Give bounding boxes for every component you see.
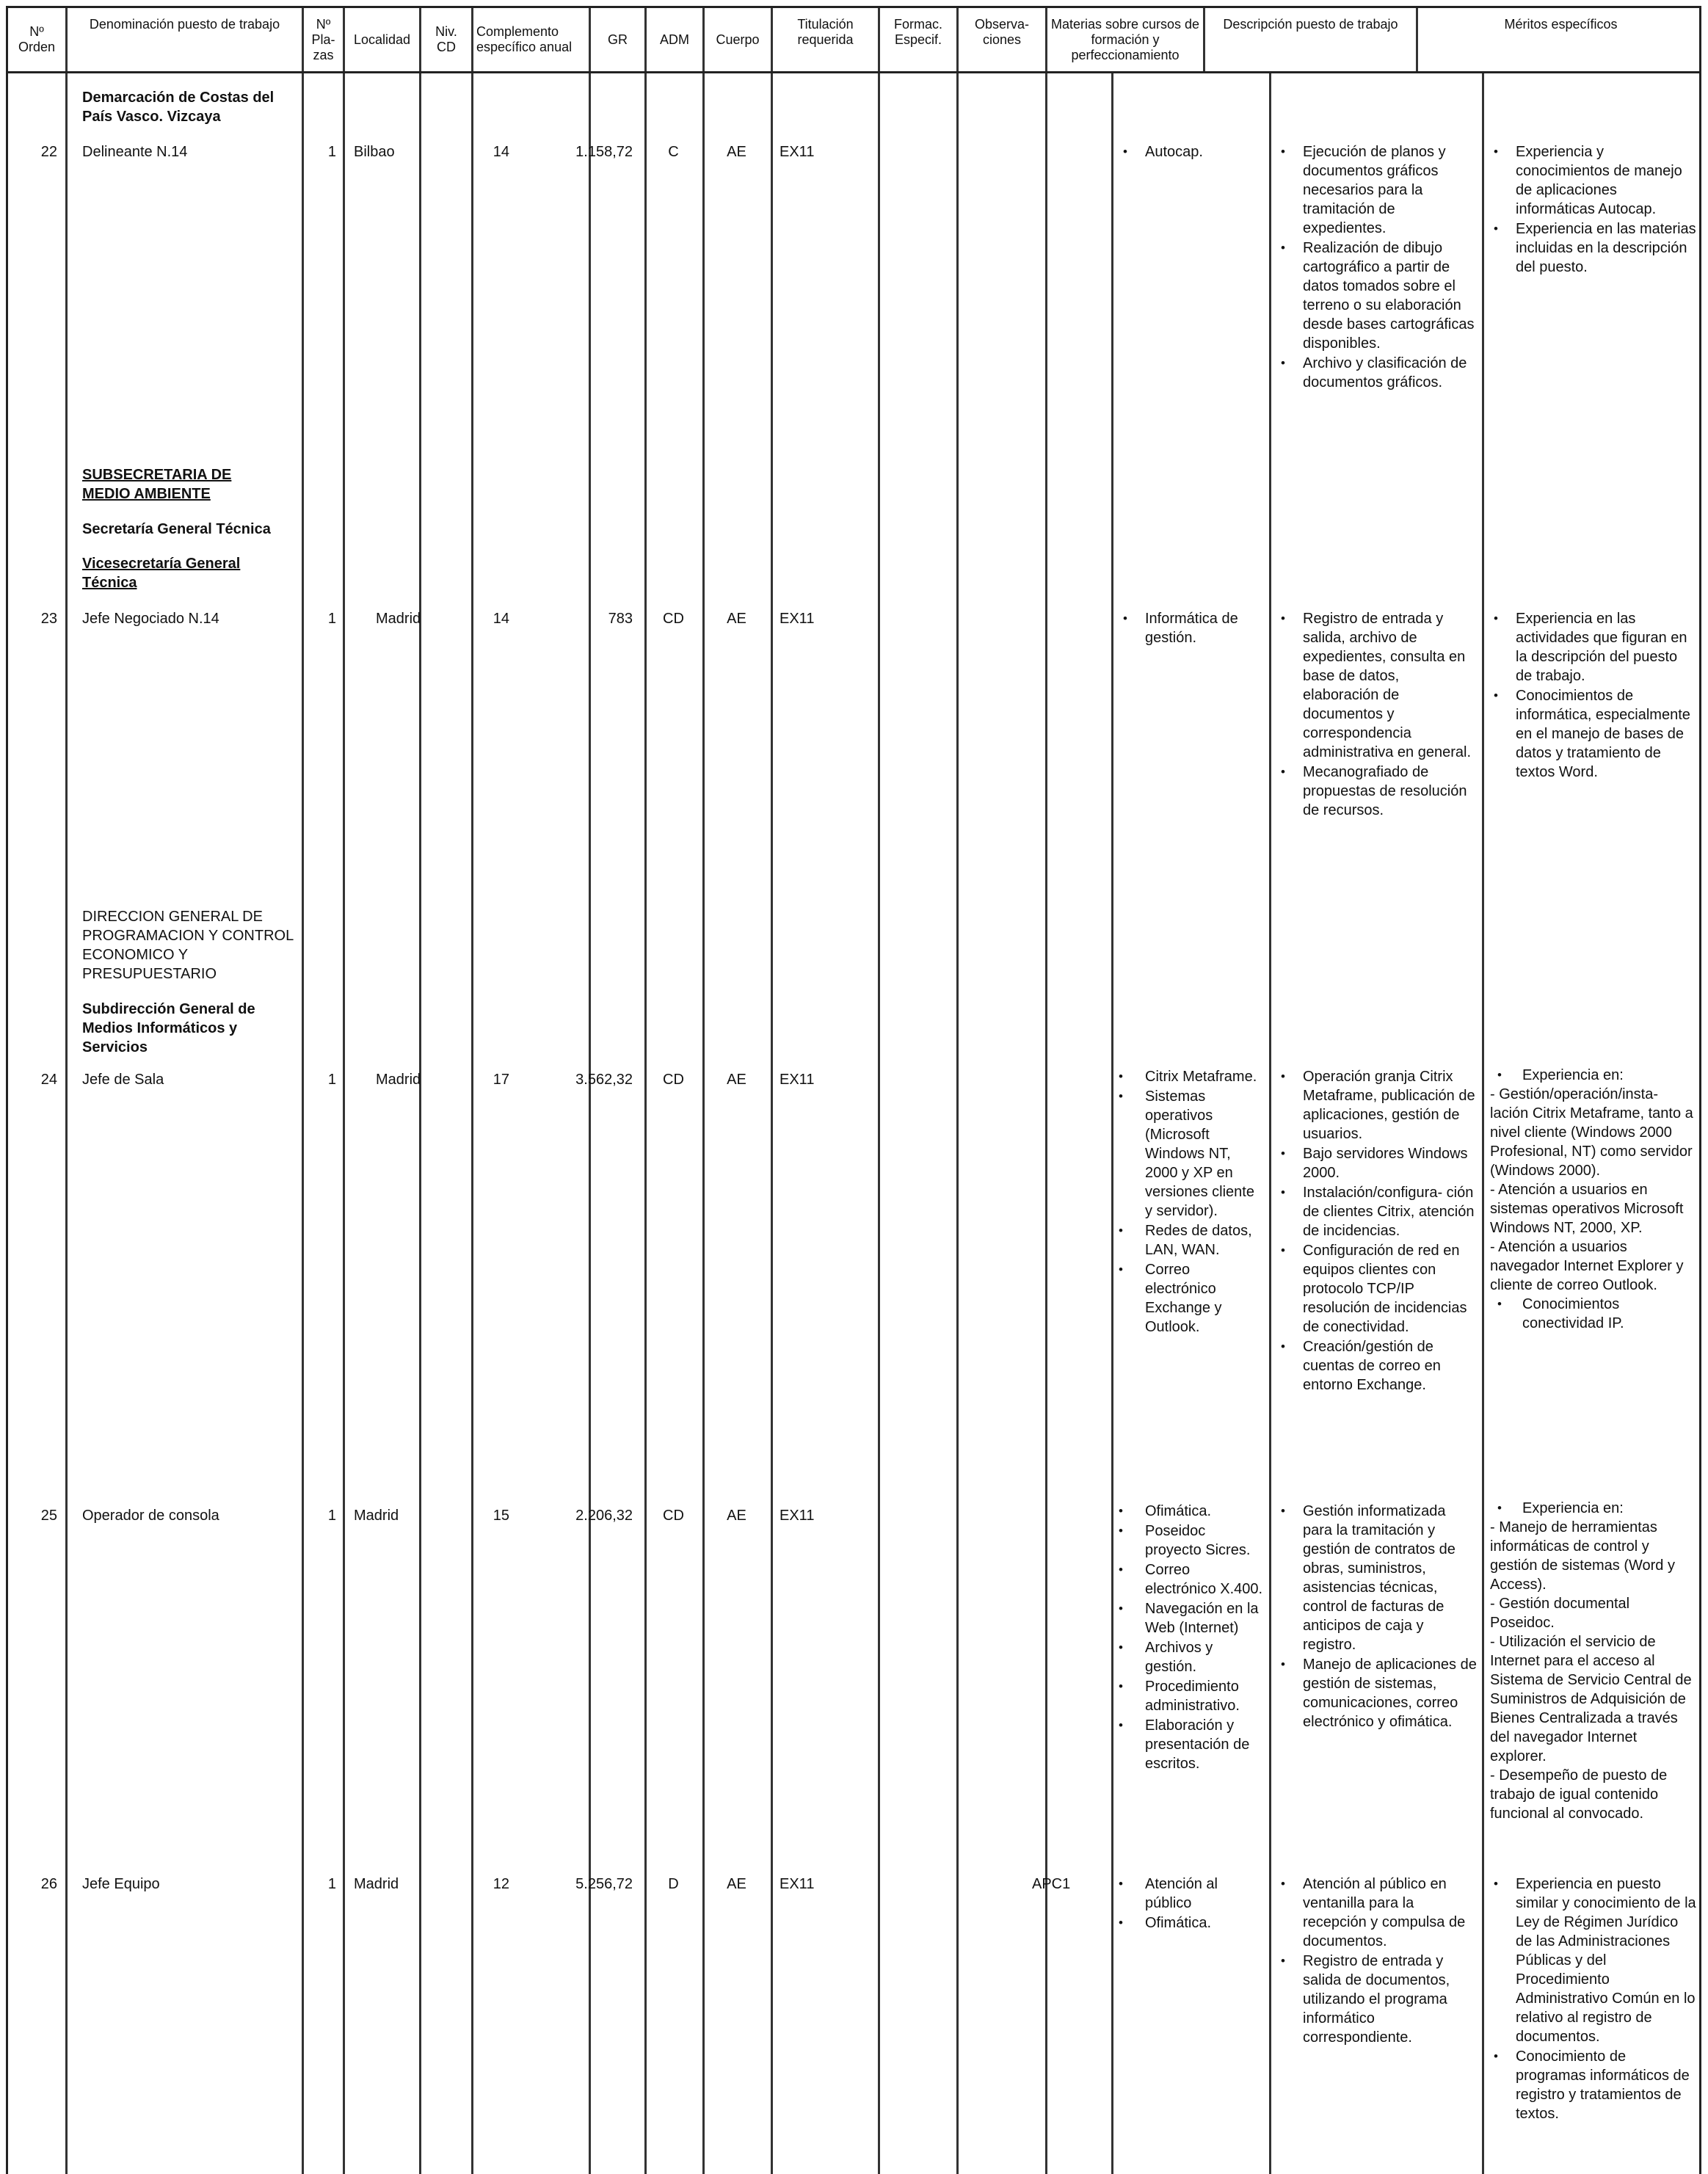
row-adm: AE <box>727 1876 746 1892</box>
list-item: • Archivos y gestión. <box>1113 1638 1264 1676</box>
row-complemento: 5.256,72 <box>575 1876 633 1892</box>
row-gr: CD <box>663 1072 684 1088</box>
list-item: • Correo electrónico Exchange y Outlook. <box>1113 1260 1264 1337</box>
row-descripcion <box>1271 1502 1478 1732</box>
list-item: • Bajo servidores Windows 2000. <box>1271 1144 1478 1182</box>
row-plazas: 1 <box>327 1876 336 1892</box>
column-divider <box>589 73 591 2174</box>
row-complemento: 3.562,32 <box>575 1072 633 1088</box>
row-descripcion <box>1271 1067 1478 1395</box>
section-heading: DIRECCION GENERAL DE PROGRAMACION Y CONTROL ECONOMICO Y PRESUPUESTARIO <box>82 909 294 982</box>
list-item: • Autocap. <box>1113 142 1264 161</box>
list-item: • Ofimática. <box>1113 1502 1264 1521</box>
row-orden: 22 <box>40 144 57 160</box>
row-complemento: 1.158,72 <box>575 144 633 160</box>
header-nivel: Niv. CD <box>421 8 473 71</box>
list-item: • Procedimiento administrativo. <box>1113 1677 1264 1715</box>
section-heading: Demarcación de Costas del País Vasco. Vizcaya <box>82 90 275 125</box>
list-item: • Creación/gestión de cuentas de correo en entorno Exchange. <box>1271 1337 1478 1395</box>
list-item: • Atención al público en ventanilla para la recepción y compulsa de documentos. <box>1271 1875 1478 1951</box>
column-divider <box>771 73 773 2174</box>
row-localidad: Madrid <box>376 1072 421 1088</box>
meritos-intro: • Experiencia en: <box>1490 1066 1697 1085</box>
column-divider <box>1482 73 1484 2174</box>
section-heading: Secretaría General Técnica <box>82 521 271 537</box>
section-heading: Vicesecretaría General Técnica <box>82 556 241 591</box>
row-materias <box>1113 142 1264 162</box>
list-item: • Experiencia y conocimientos de manejo de aplicaciones informáticas Autocap. <box>1483 142 1696 219</box>
row-cuerpo: EX11 <box>779 1072 815 1088</box>
list-item: • Registro de entrada y salida de documentos, utilizando el programa informático correspondiente. <box>1271 1952 1478 2047</box>
table-header <box>6 6 1701 73</box>
list-item: • Sistemas operativos (Microsoft Windows NT, 2000 y XP en versiones cliente y servidor). <box>1113 1087 1264 1221</box>
row-localidad: Madrid <box>354 1876 399 1892</box>
meritos-line: - Utilización el servicio de Internet para el acceso al Sistema de Servicio Central de Suministros de Adquisición de Bienes Centralizada a través del navegador Internet explorer. <box>1490 1634 1692 1764</box>
column-divider <box>65 73 68 2174</box>
header-plazas: Nº Pla- zas <box>304 8 345 71</box>
column-divider <box>419 73 421 2174</box>
header-titulacion: Titulación requerida <box>773 8 880 71</box>
list-item: • Elaboración y presentación de escritos. <box>1113 1716 1264 1773</box>
list-item: • Conocimientos de informática, especialmente en el manejo de bases de datos y tratamiento de textos Word. <box>1483 686 1696 782</box>
row-adm: AE <box>727 1508 746 1524</box>
list-item: • Poseidoc proyecto Sicres. <box>1113 1522 1264 1560</box>
row-descripcion <box>1271 1875 1478 2048</box>
row-denominacion: Jefe Negociado N.14 <box>82 611 219 627</box>
row-materias <box>1113 609 1264 648</box>
meritos-end: • Conocimientos conectividad IP. <box>1490 1295 1697 1333</box>
column-divider <box>956 73 959 2174</box>
list-item: • Experiencia en las materias incluidas en la descripción del puesto. <box>1483 219 1696 277</box>
row-nivel: 14 <box>493 611 509 627</box>
meritos-line: - Gestión documental Poseidoc. <box>1490 1596 1630 1631</box>
row-denominacion: Jefe Equipo <box>82 1876 160 1892</box>
row-adm: AE <box>727 611 746 627</box>
list-item: • Redes de datos, LAN, WAN. <box>1113 1221 1264 1259</box>
header-meritos: Méritos específicos <box>1504 17 1618 32</box>
row-adm: AE <box>727 144 746 160</box>
row-orden: 23 <box>40 611 57 627</box>
row-cuerpo: EX11 <box>779 1876 815 1892</box>
row-materias <box>1113 1875 1264 1933</box>
header-cuerpo: Cuerpo <box>705 8 773 71</box>
row-plazas: 1 <box>327 1072 336 1088</box>
row-adm: AE <box>727 1072 746 1088</box>
row-denominacion: Delineante N.14 <box>82 144 188 160</box>
row-meritos <box>1483 609 1696 782</box>
row-cuerpo: EX11 <box>779 144 815 160</box>
row-gr: CD <box>663 1508 684 1524</box>
row-localidad: Bilbao <box>354 144 395 160</box>
list-item: • Citrix Metaframe. <box>1113 1067 1264 1086</box>
row-gr: C <box>668 144 679 160</box>
row-meritos <box>1483 1875 1696 2124</box>
list-item: • Manejo de aplicaciones de gestión de sistemas, comunicaciones, correo electrónico y ofimática. <box>1271 1655 1478 1731</box>
row-complemento: 2.206,32 <box>575 1508 633 1524</box>
row-nivel: 17 <box>493 1072 509 1088</box>
list-item: • Correo electrónico X.400. <box>1113 1560 1264 1599</box>
meritos-line: - Desempeño de puesto de trabajo de igual contenido funcional al convocado. <box>1490 1767 1668 1822</box>
list-item: • Ejecución de planos y documentos gráficos necesarios para la tramitación de expedientes. <box>1271 142 1478 238</box>
list-item: • Ofimática. <box>1113 1913 1264 1933</box>
row-cuerpo: EX11 <box>779 611 815 627</box>
list-item: • Experiencia en puesto similar y conocimiento de la Ley de Régimen Jurídico de las Administraciones Públicas y del Procedimiento Administrativo Común en lo relativo al registro de documentos. <box>1483 1875 1696 2046</box>
list-item: • Experiencia en las actividades que figuran en la descripción del puesto de trabajo. <box>1483 609 1696 686</box>
meritos-intro: • Experiencia en: <box>1490 1499 1697 1518</box>
meritos-line: - Manejo de herramientas informáticas de control y gestión de sistemas (Word y Access). <box>1490 1519 1675 1593</box>
section-heading: Subdirección General de Medios Informáticos y Servicios <box>82 1001 255 1055</box>
row-denominacion: Jefe de Sala <box>82 1072 164 1088</box>
row-orden: 25 <box>40 1508 57 1524</box>
list-item: • Archivo y clasificación de documentos gráficos. <box>1271 354 1478 392</box>
row-observaciones: APC1 <box>1032 1876 1071 1892</box>
row-materias <box>1113 1502 1264 1774</box>
row-nivel: 15 <box>493 1508 509 1524</box>
section-heading: SUBSECRETARIA DE MEDIO AMBIENTE <box>82 467 232 502</box>
row-meritos <box>1483 142 1696 277</box>
list-item: • Informática de gestión. <box>1113 609 1264 647</box>
list-item: • Navegación en la Web (Internet) <box>1113 1599 1264 1637</box>
meritos-line: - Atención a usuarios en sistemas operativos Microsoft Windows NT, 2000, XP. <box>1490 1182 1684 1236</box>
list-item: • Gestión informatizada para la tramitación y gestión de contratos de obras, suministros, asistencias técnicas, control de facturas de anticipos de caja y registro. <box>1271 1502 1478 1654</box>
column-divider <box>878 73 880 2174</box>
row-localidad: Madrid <box>376 611 421 627</box>
row-localidad: Madrid <box>354 1508 399 1524</box>
row-meritos <box>1490 1499 1697 1823</box>
list-item: • Mecanografiado de propuestas de resolución de recursos. <box>1271 763 1478 820</box>
header-adm: ADM <box>647 8 705 71</box>
column-divider <box>471 73 473 2174</box>
row-descripcion <box>1271 142 1478 393</box>
row-gr: CD <box>663 611 684 627</box>
column-divider <box>1045 73 1047 2174</box>
row-complemento: 783 <box>608 611 633 627</box>
row-meritos <box>1490 1066 1697 1333</box>
meritos-line: - Gestión/operación/insta- lación Citrix Metaframe, tanto a nivel cliente (Windows 2000 Profesional, NT) como servidor (Windows 2000). <box>1490 1086 1693 1179</box>
column-divider <box>702 73 705 2174</box>
row-plazas: 1 <box>327 144 336 160</box>
header-gr: GR <box>591 8 647 71</box>
list-item: • Configuración de red en equipos clientes con protocolo TCP/IP resolución de incidencias de conectividad. <box>1271 1241 1478 1337</box>
list-item: • Conocimiento de programas informáticos de registro y tratamientos de textos. <box>1483 2047 1696 2123</box>
column-divider <box>644 73 647 2174</box>
row-cuerpo: EX11 <box>779 1508 815 1524</box>
row-nivel: 12 <box>493 1876 509 1892</box>
row-materias <box>1113 1067 1264 1337</box>
row-nivel: 14 <box>493 144 509 160</box>
header-materias: Materias sobre cursos de formación y perfeccionamiento <box>1047 8 1205 71</box>
meritos-line: - Atención a usuarios navegador Internet Explorer y cliente de correo Outlook. <box>1490 1239 1684 1293</box>
row-plazas: 1 <box>327 611 336 627</box>
row-plazas: 1 <box>327 1508 336 1524</box>
header-formacion: Formac. Especif. <box>880 8 959 71</box>
header-observaciones: Observa- ciones <box>959 8 1047 71</box>
header-denominacion: Denominación puesto de trabajo <box>68 8 304 71</box>
row-orden: 24 <box>40 1072 57 1088</box>
column-divider <box>302 73 304 2174</box>
list-item: • Instalación/configura- ción de clientes Citrix, atención de incidencias. <box>1271 1183 1478 1240</box>
row-denominacion: Operador de consola <box>82 1508 219 1524</box>
column-divider <box>343 73 345 2174</box>
list-item: • Registro de entrada y salida, archivo de expedientes, consulta en base de datos, elaboración de documentos y correspondencia administrativa en general. <box>1271 609 1478 762</box>
list-item: • Atención al público <box>1113 1875 1264 1913</box>
list-item: • Operación granja Citrix Metaframe, publicación de aplicaciones, gestión de usuarios. <box>1271 1067 1478 1144</box>
header-complemento: Complemento específico anual <box>473 8 591 71</box>
row-descripcion <box>1271 609 1478 821</box>
header-descripcion: Descripción puesto de trabajo <box>1205 8 1418 71</box>
header-orden: Nº Orden <box>8 8 68 71</box>
row-gr: D <box>668 1876 679 1892</box>
list-item: • Realización de dibujo cartográfico a partir de datos tomados sobre el terreno o su elaboración desde bases cartográficas disponibles. <box>1271 239 1478 353</box>
row-orden: 26 <box>40 1876 57 1892</box>
header-localidad: Localidad <box>345 8 421 71</box>
